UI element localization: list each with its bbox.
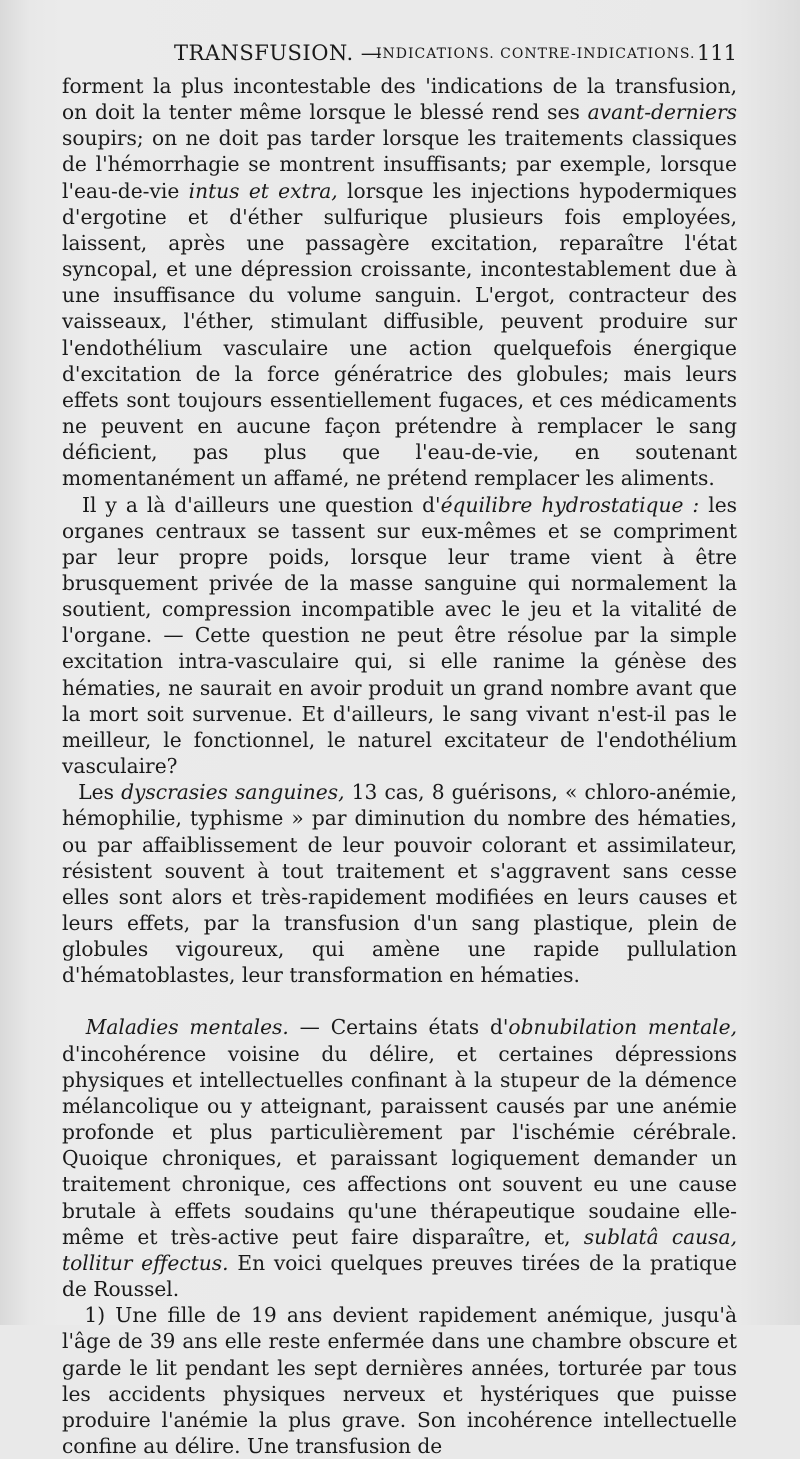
- text-run: les organes centraux se tassent sur eux-mêmes et se compriment par leur propre poids, lorsque leur trame vient à être brusquement privée de la masse sanguine qui normalement la soutient, compression incompatible avec le jeu et la vitalité de l'organe. — Cette question ne peut être résolue par la simple excitation intra-vasculaire qui, si elle ranime la génèse des hématies, ne saurait en avoir produit un grand nombre avant que la mort soit survenue. Et d'ailleurs, le sang vivant n'est-il pas le meilleur, le fonctionnel, le naturel excitateur de l'endothélium vasculaire?: [62, 492, 737, 779]
- italic-run: obnubilation mentale,: [508, 1015, 737, 1040]
- page-number: 111: [696, 41, 737, 65]
- paragraph-4: [62, 1014, 737, 1302]
- text-run: 1) Une fille de 19 ans devient rapidement anémique, jusqu'à l'âge de 39 ans elle reste enfermée dans une chambre obscure et garde le lit pendant les sept dernières années, torturée par tous les accidents physiques nerveux et hystériques que puisse produire l'anémie la plus grave. Son incohérence intellectuelle confine au délire. Une transfusion de: [62, 1303, 737, 1458]
- text-run: En voici quelques preuves tirées de la pratique de Roussel.: [62, 1250, 737, 1302]
- italic-run: intus et extra,: [188, 178, 338, 203]
- text-run: — Certains états d': [288, 1015, 509, 1040]
- header-title: TRANSFUSION. —: [174, 41, 383, 65]
- paragraph-3: [62, 779, 737, 988]
- text-run: Les: [78, 780, 122, 805]
- italic-run: dyscrasies sanguines,: [121, 780, 345, 805]
- section-heading: Maladies mentales.: [85, 1015, 289, 1040]
- header-subtitle: INDICATIONS. CONTRE-INDICATIONS.: [376, 46, 696, 62]
- section-gap: [62, 988, 737, 1014]
- paragraph-2: [62, 492, 737, 780]
- text-run: lorsque les injections hypodermiques d'ergotine et d'éther sulfurique plusieurs fois employées, laissent, après une passagère excitation, reparaître l'état syncopal, et une dépression croissante, incontestablement due à une insuffisance du volume sanguin. L'ergot, contracteur des vaisseaux, l'éther, stimulant diffusible, peuvent produire sur l'endothélium vasculaire une action quelquefois énergique d'excitation de la force génératrice des globules; mais leurs effets sont toujours essentiellement fugaces, et ces médicaments ne peuvent en aucune façon prétendre à remplacer le sang déficient, pas plus que l'eau-de-vie, en soutenant momentanément un affamé, ne prétend remplacer les aliments.: [62, 178, 738, 491]
- text-run: forment la plus incontestable des 'indications de la transfusion, on doit la tenter même lorsque le blessé rend ses: [62, 74, 737, 125]
- body-text: [62, 73, 737, 1459]
- paragraph-5: [62, 1302, 737, 1459]
- paragraph-1: [62, 73, 737, 492]
- italic-run: sublatâ causa, tollitur effectus.: [62, 1224, 737, 1275]
- text-run: d'incohérence voisine du délire, et certaines dépressions physiques et intellectuelles confinant à la stupeur de la démence mélancolique ou y atteignant, paraissent causés par une anémie profonde et plus particulièrement par l'ischémie cérébrale. Quoique chroniques, et paraissant logiquement demander un traitement chronique, ces affections ont souvent eu une cause brutale à effets soudains qu'une thérapeutique soudaine elle-même et très-active peut faire disparaître, et,: [62, 1041, 737, 1249]
- running-header: [62, 38, 737, 68]
- italic-run: avant-derniers: [587, 100, 737, 125]
- text-run: soupirs; on ne doit pas tarder lorsque les traitements classiques de l'hémorrhagie se montrent insuffisants; par exemple, lorsque l'eau-de-vie: [62, 126, 737, 203]
- italic-run: équilibre hydrostatique :: [440, 492, 700, 517]
- text-run: 13 cas, 8 guérisons, « chloro-anémie, hémophilie, typhisme » par diminution du nombre des hématies, ou par affaiblissement de leur pouvoir colorant et assimilateur, résistent souvent à tout traitement et s'aggravent sans cesse elles sont alors et très-rapidement modifiées en leurs causes et leurs effets, par la transfusion d'un sang plastique, plein de globules vigoureux, qui amène une rapide pullulation d'hématoblastes, leur transformation en hématies.: [62, 780, 738, 988]
- text-run: Il y a là d'ailleurs une question d': [82, 492, 441, 517]
